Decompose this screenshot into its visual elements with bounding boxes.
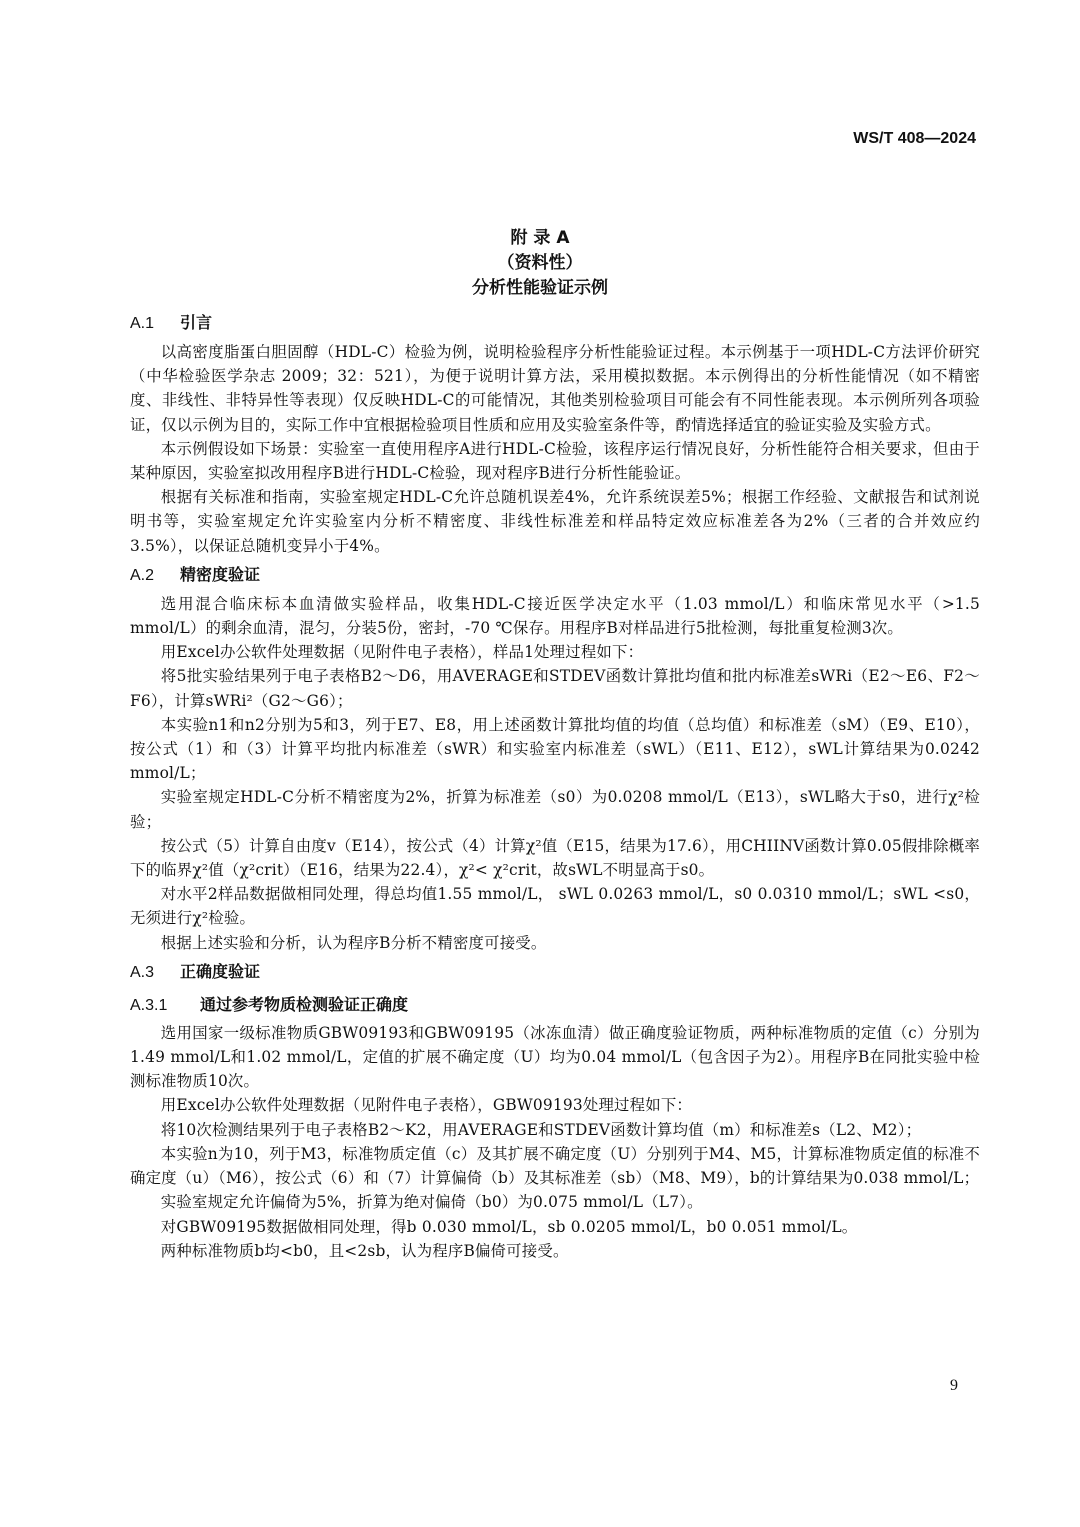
section-heading-a1 — [130, 306, 980, 340]
appendix-title: 附 录 A — [510, 228, 570, 248]
standard-code: WS/T 408—2024 — [853, 130, 976, 147]
subsection-title: 通过参考物质检测验证正确度 — [200, 994, 409, 1014]
document-body — [130, 306, 980, 1263]
section-number: A.3 — [130, 963, 155, 981]
section-title: 正确度验证 — [180, 961, 261, 981]
section-heading-a3 — [130, 955, 980, 989]
paragraph: 对GBW09195数据做相同处理，得b 0.030 mmol/L，sb 0.0205 mmol/L，b0 0.051 mmol/L。 — [160, 1217, 858, 1236]
paragraph: 用Excel办公软件处理数据（见附件电子表格），样品1处理过程如下： — [160, 643, 644, 662]
paragraph: 对水平2样品数据做相同处理，得总均值1.55 mmol/L， sWL 0.0263 mmol/L，s0 0.0310 mmol/L；sWL <s0，无须进行χ²检验。 — [130, 885, 980, 928]
paragraph: 将5批实验结果列于电子表格B2～D6，用AVERAGE和STDEV函数计算批均值和批内标准差sWRi（E2～E6、F2～F6），计算sWRi²（G2～G6）； — [130, 667, 980, 710]
paragraph: 选用混合临床标本血清做实验样品，收集HDL-C接近医学决定水平（1.03 mmol/L）和临床常见水平（>1.5 mmol/L）的剩余血清，混匀，分装5份，密封，-70 ℃保存。用程序B对样品进行5批检测，每批重复检测3次。 — [130, 594, 980, 638]
appendix-nature: （资料性） — [497, 253, 583, 273]
paragraph: 两种标准物质b均<b0，且<2sb，认为程序B偏倚可接受。 — [160, 1241, 569, 1260]
subsection-heading-a31 — [130, 989, 980, 1021]
paragraph: 实验室规定允许偏倚为5%，折算为绝对偏倚（b0）为0.075 mmol/L（L7）。 — [160, 1193, 703, 1212]
page-number: 9 — [950, 1377, 958, 1394]
paragraph: 本实验n为10，列于M3，标准物质定值（c）及其扩展不确定度（U）分别列于M4、M5，计算标准物质定值的标准不确定度（u）（M6），按公式（6）和（7）计算偏倚（b）及其标准差（sb）（M8、M9），b的计算结果为0.038 mmol/L； — [130, 1144, 980, 1188]
paragraph: 实验室规定HDL-C分析不精密度为2%，折算为标准差（s0）为0.0208 mmol/L（E13），sWL略大于s0，进行χ²检验； — [130, 788, 980, 831]
paragraph: 用Excel办公软件处理数据（见附件电子表格），GBW09193处理过程如下： — [160, 1096, 693, 1115]
paragraph: 本示例假设如下场景：实验室一直使用程序A进行HDL-C检验，该程序运行情况良好，分析性能符合相关要求，但由于某种原因，实验室拟改用程序B进行HDL-C检验，现对程序B进行分析性能验证。 — [130, 439, 980, 483]
paragraph: 选用国家一级标准物质GBW09193和GBW09195（冰冻血清）做正确度验证物质，两种标准物质的定值（c）分别为1.49 mmol/L和1.02 mmol/L，定值的扩展不确定度（U）均为0.04 mmol/L（包含因子为2）。用程序B在同批实验中检测标准物质10次。 — [130, 1023, 980, 1091]
paragraph: 以高密度脂蛋白胆固醇（HDL-C）检验为例，说明检验程序分析性能验证过程。本示例基于一项HDL-C方法评价研究（中华检验医学杂志 2009；32：521），为便于说明计算方法，采用模拟数据。本示例得出的分析性能情况（如不精密度、非线性、非特异性等表现）仅反映HDL-C的可能情况，其他类别检验项目可能会有不同性能表现。本示例所列各项验证，仅以示例为目的，实际工作中宜根据检验项目性质和应用及实验室条件等，酌情选择适宜的验证实验及实验方式。 — [130, 343, 980, 434]
section-title: 引言 — [180, 313, 213, 332]
paragraph: 根据有关标准和指南，实验室规定HDL-C允许总随机误差4%，允许系统误差5%；根据工作经验、文献报告和试剂说明书等，实验室规定允许实验室内分析不精密度、非线性标准差和样品特定效应标准差各为2%（三者的合并效应约3.5%），以保证总随机变异小于4%。 — [130, 488, 980, 555]
paragraph: 按公式（5）计算自由度v（E14），按公式（4）计算χ²值（E15，结果为17.6），用CHIINV函数计算0.05假排除概率下的临界χ²值（χ²crit）（E16，结果为22.4），χ²< χ²crit，故sWL不明显高于s0。 — [130, 836, 980, 880]
section-number: A.2 — [130, 566, 155, 584]
section-title: 精密度验证 — [180, 564, 261, 584]
subsection-number: A.3.1 — [130, 996, 168, 1014]
section-number: A.1 — [130, 315, 155, 332]
appendix-heading — [0, 226, 1080, 301]
paragraph: 根据上述实验和分析，认为程序B分析不精密度可接受。 — [160, 933, 547, 952]
paragraph: 本实验n1和n2分别为5和3，列于E7、E8，用上述函数计算批均值的均值（总均值）和标准差（sM）（E9、E10），按公式（1）和（3）计算平均批内标准差（sWR）和实验室内标准差（sWL）（E11、E12），sWL计算结果为0.0242 mmol/L； — [130, 715, 980, 783]
appendix-subject: 分析性能验证示例 — [472, 278, 608, 298]
section-heading-a2 — [130, 558, 980, 592]
paragraph: 将10次检测结果列于电子表格B2～K2，用AVERAGE和STDEV函数计算均值（m）和标准差s（L2、M2）； — [160, 1120, 922, 1139]
